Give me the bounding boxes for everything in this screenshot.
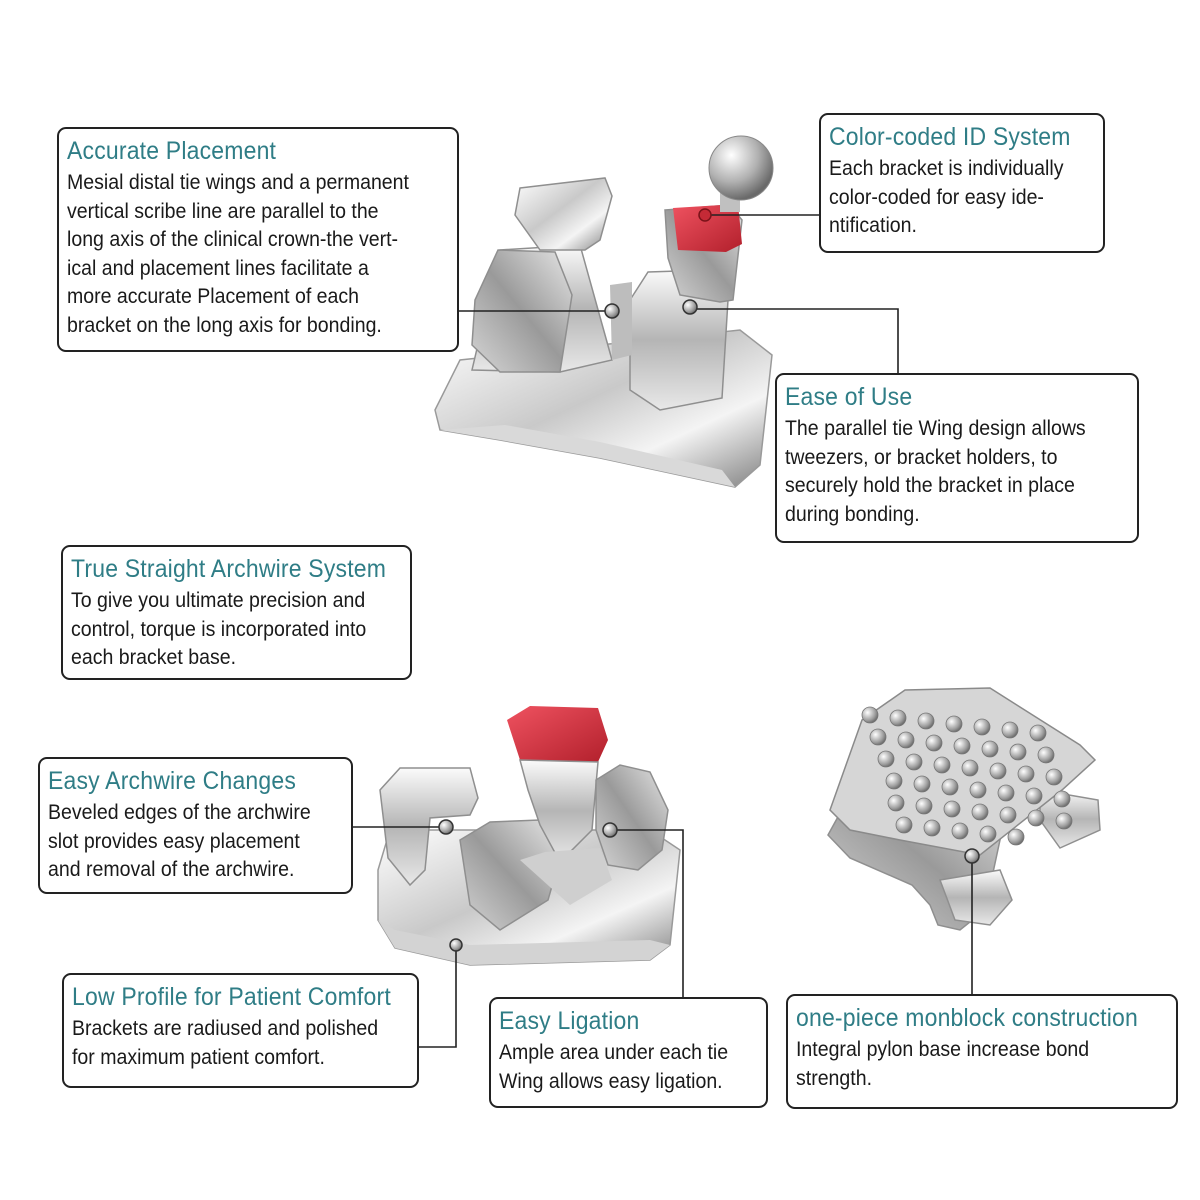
mesh-dot (916, 798, 932, 814)
callout-accurate-placement (57, 127, 459, 352)
callout-title: Accurate Placement (67, 137, 277, 165)
mesh-dot (878, 751, 894, 767)
callout-title: Low Profile for Patient Comfort (72, 983, 391, 1011)
callout-true-straight-archwire (61, 545, 412, 680)
mesh-dot (952, 823, 968, 839)
mesh-dot (1002, 722, 1018, 738)
mesh-dot (998, 785, 1014, 801)
mesh-dot (888, 795, 904, 811)
callout-body: Integral pylon base increase bond strength. (796, 1038, 1090, 1090)
mesh-dot (970, 782, 986, 798)
mesh-dot (926, 735, 942, 751)
mesh-dot (1018, 766, 1034, 782)
bracket-mesh-base-image (828, 688, 1100, 930)
mesh-dot (898, 732, 914, 748)
mesh-dot (896, 817, 912, 833)
callout-body: Each bracket is individually color-coded for easy ide- ntification. (829, 157, 1064, 237)
mesh-dot (974, 719, 990, 735)
mesh-dot (980, 826, 996, 842)
mesh-dot (972, 804, 988, 820)
mesh-dot (870, 729, 886, 745)
mesh-dot (942, 779, 958, 795)
mesh-dot (982, 741, 998, 757)
mesh-dot (944, 801, 960, 817)
mesh-dot (886, 773, 902, 789)
callout-body: The parallel tie Wing design allows tweezers, or bracket holders, to securely hold the bracket in place during bonding. (785, 417, 1086, 526)
callout-monoblock-construction (786, 994, 1178, 1109)
callout-title: Easy Ligation (499, 1007, 640, 1035)
mesh-dot (1056, 813, 1072, 829)
mesh-dot (962, 760, 978, 776)
callout-color-coded-id (819, 113, 1105, 253)
callout-title: Ease of Use (785, 383, 913, 411)
mesh-dot (914, 776, 930, 792)
callout-body: Beveled edges of the archwire slot provides easy placement and removal of the archwire. (48, 801, 311, 881)
callout-body: Mesial distal tie wings and a permanent vertical scribe line are parallel to the long axis of the clinical crown-the vert- ical and placement lines facilitate a more accurate Placement of each bracket on the long axis for bonding. (67, 171, 409, 337)
mesh-dot (924, 820, 940, 836)
callout-ease-of-use (775, 373, 1139, 543)
mesh-dot (862, 707, 878, 723)
callout-title: True Straight Archwire System (71, 555, 387, 583)
callout-low-profile (62, 973, 419, 1088)
mesh-dot (1030, 725, 1046, 741)
mesh-dot (990, 763, 1006, 779)
mesh-dot (946, 716, 962, 732)
callout-title: one-piece monblock construction (796, 1004, 1138, 1032)
mesh-dot (1054, 791, 1070, 807)
mesh-dot (1000, 807, 1016, 823)
mesh-dot (1046, 769, 1062, 785)
mesh-dot (1008, 829, 1024, 845)
mesh-dot (954, 738, 970, 754)
mesh-dot (1038, 747, 1054, 763)
mesh-dot (934, 757, 950, 773)
callout-easy-archwire-changes (38, 757, 353, 894)
mesh-dot (906, 754, 922, 770)
mesh-dot (1010, 744, 1026, 760)
bracket-bottom-left-image (378, 706, 680, 965)
callout-easy-ligation (489, 997, 768, 1108)
callout-body: To give you ultimate precision and control, torque is incorporated into each bracket base. (71, 589, 367, 669)
callout-title: Easy Archwire Changes (48, 767, 297, 795)
mesh-dot (1026, 788, 1042, 804)
callout-body: Brackets are radiused and polished for maximum patient comfort. (72, 1017, 379, 1069)
mesh-dot (890, 710, 906, 726)
callout-title: Color-coded ID System (829, 123, 1071, 151)
callout-body: Ample area under each tie Wing allows easy ligation. (499, 1041, 729, 1093)
mesh-dot (918, 713, 934, 729)
mesh-dot (1028, 810, 1044, 826)
